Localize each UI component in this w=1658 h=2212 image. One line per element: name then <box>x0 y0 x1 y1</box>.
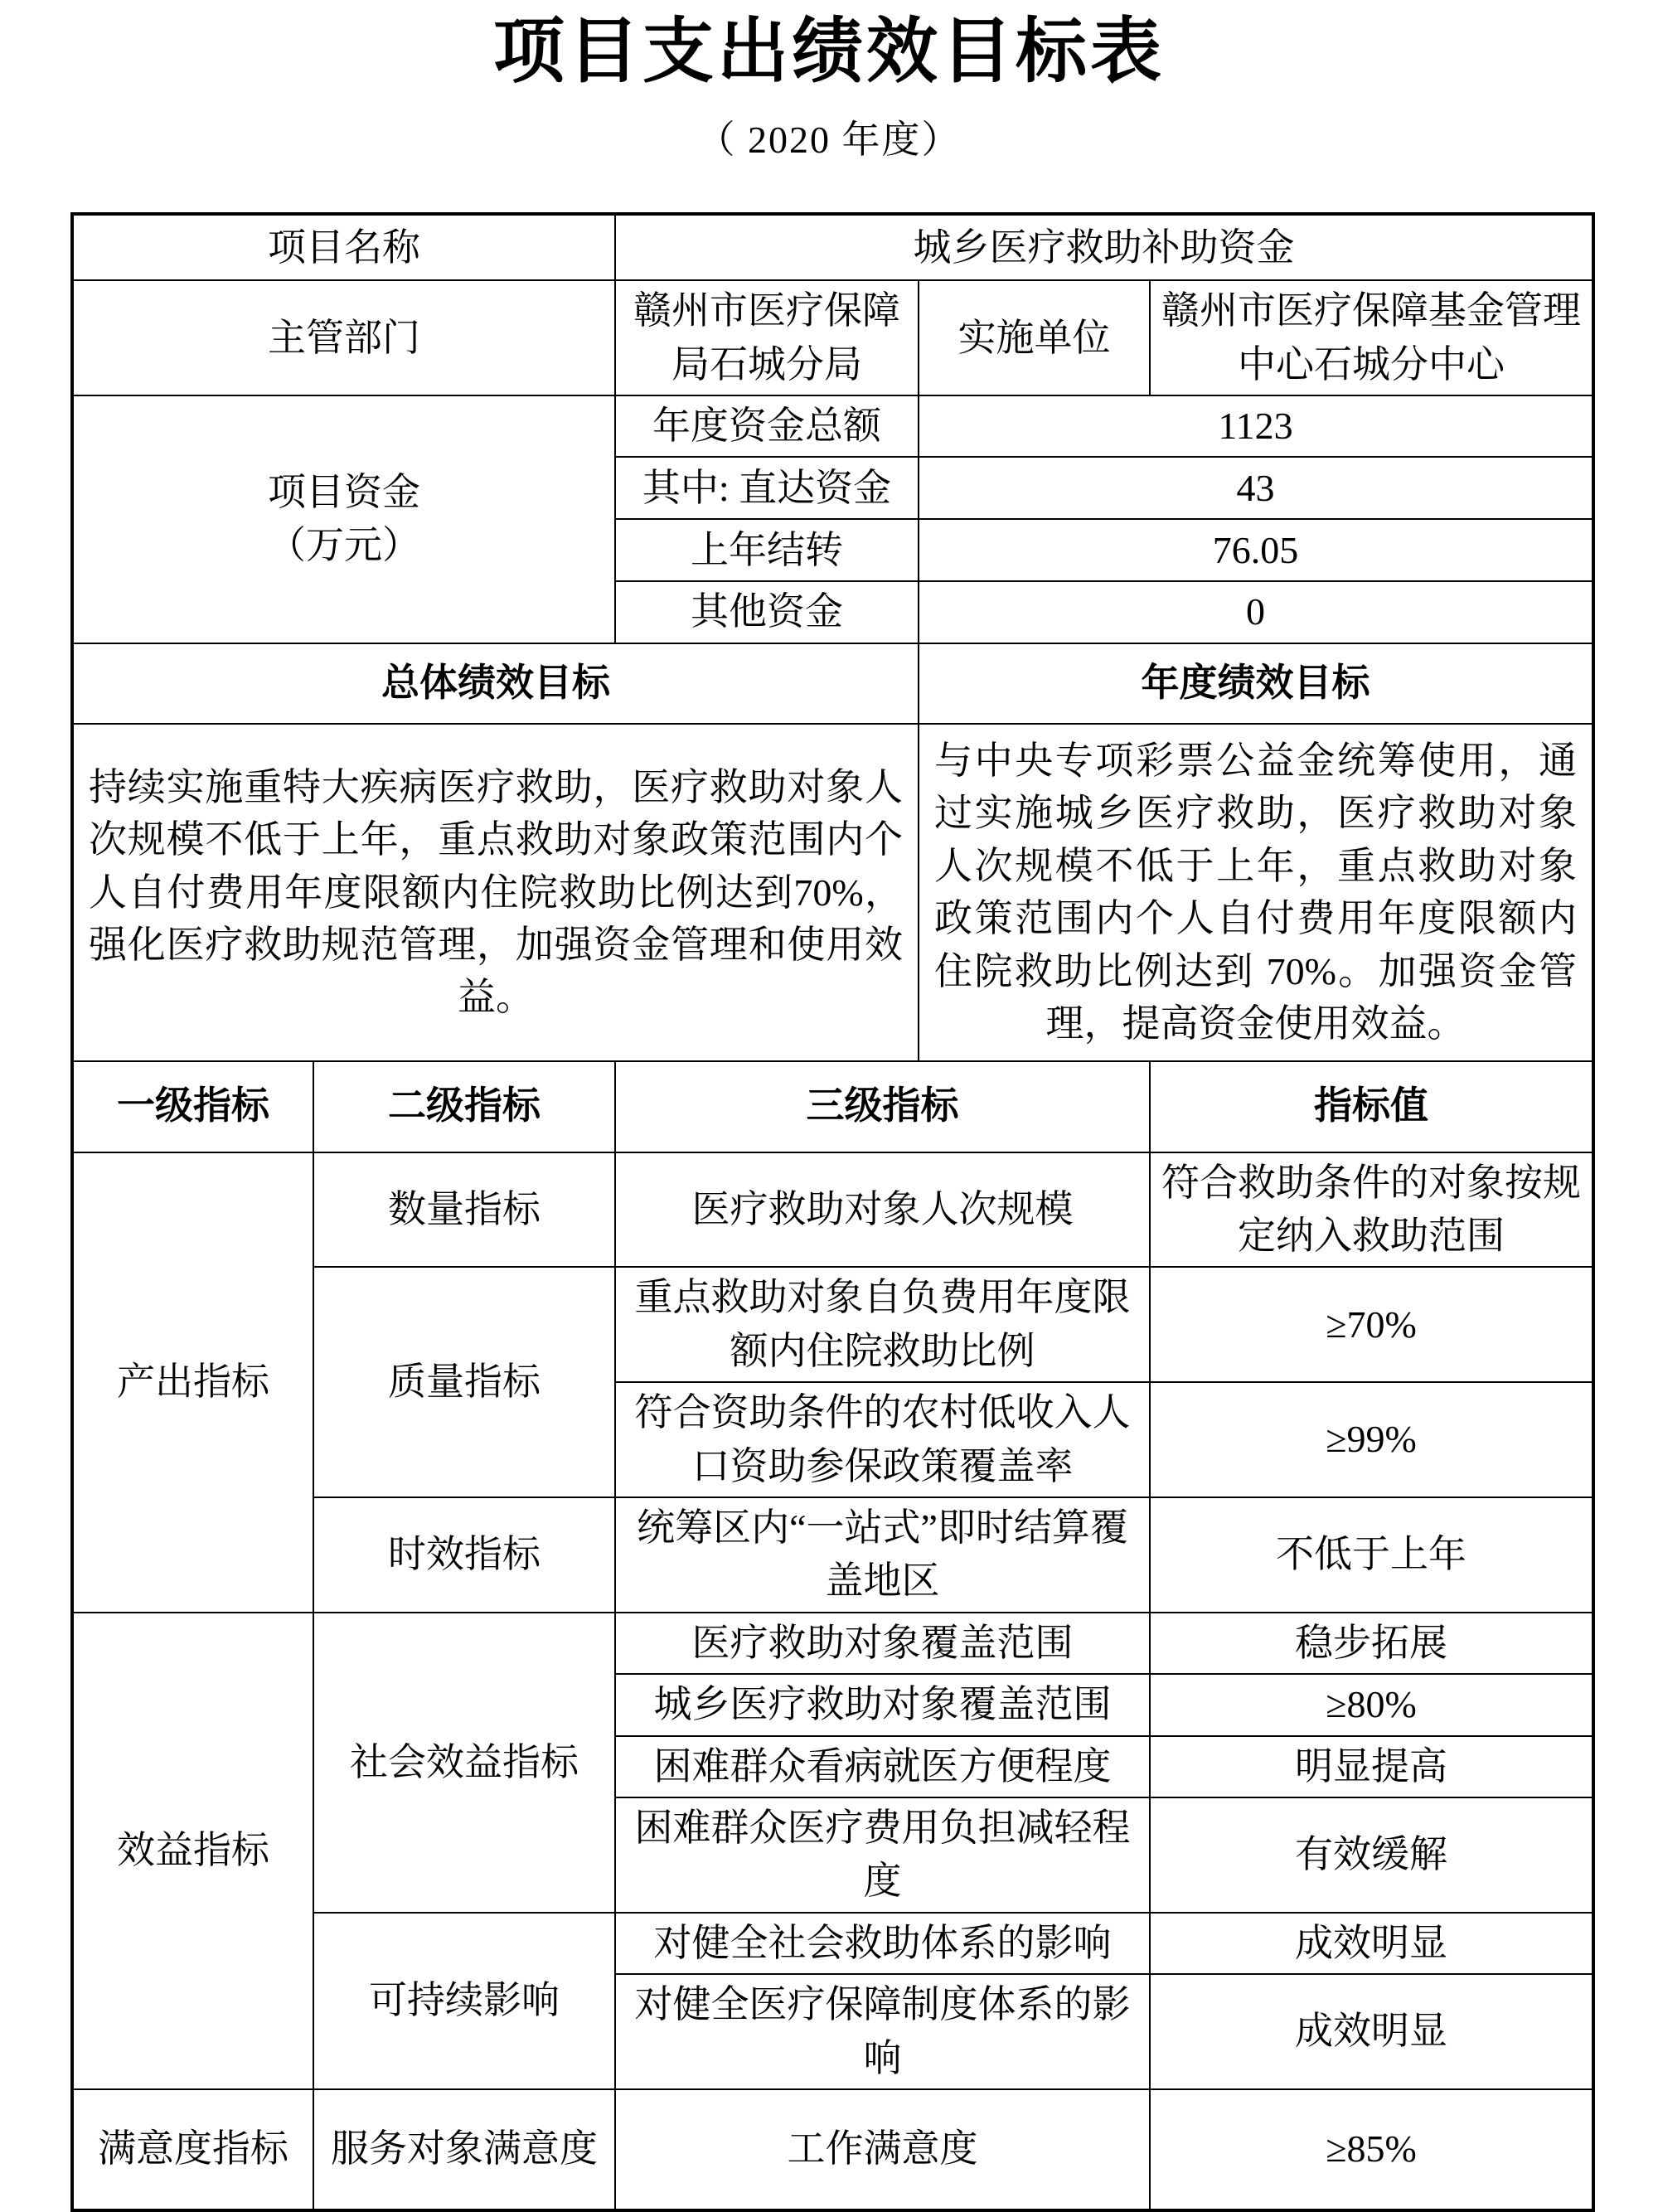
indicator-l2-sustainability: 可持续影响 <box>313 1913 615 2089</box>
indicator-l1-benefit: 效益指标 <box>72 1613 313 2089</box>
indicator-value-cell: ≥99% <box>1150 1382 1593 1497</box>
indicator-l3-cell: 统筹区内“一站式”即时结算覆盖地区 <box>615 1497 1150 1613</box>
competent-dept-label: 主管部门 <box>72 280 615 395</box>
annual-goal-header: 年度绩效目标 <box>919 643 1593 724</box>
indicator-header-level2: 二级指标 <box>313 1061 615 1152</box>
indicator-l3-cell: 工作满意度 <box>615 2089 1150 2210</box>
overall-goal-text: 持续实施重特大疾病医疗救助，医疗救助对象人次规模不低于上年，重点救助对象政策范围内个人自付费用年度限额内住院救助比例达到70%，强化医疗救助规范管理，加强资金管理和使用效益。 <box>72 724 919 1061</box>
indicator-value-cell: 成效明显 <box>1150 1974 1593 2089</box>
funds-direct-value: 43 <box>919 457 1593 519</box>
overall-goal-header: 总体绩效目标 <box>72 643 919 724</box>
project-name-label: 项目名称 <box>72 214 615 280</box>
indicator-l3-cell: 医疗救助对象人次规模 <box>615 1152 1150 1268</box>
indicator-l1-output: 产出指标 <box>72 1152 313 1613</box>
indicator-value-cell: 明显提高 <box>1150 1736 1593 1797</box>
funds-other-label: 其他资金 <box>615 581 919 643</box>
indicator-header-level1: 一级指标 <box>72 1061 313 1152</box>
indicator-value-cell: ≥85% <box>1150 2089 1593 2210</box>
indicator-l1-satisfaction: 满意度指标 <box>72 2089 313 2210</box>
page-subtitle: （ 2020 年度） <box>696 119 962 162</box>
funds-carryover-value: 76.05 <box>919 519 1593 581</box>
indicator-header-value: 指标值 <box>1150 1061 1593 1152</box>
indicator-l3-cell: 医疗救助对象覆盖范围 <box>615 1613 1150 1674</box>
performance-target-table <box>70 212 1595 2212</box>
funds-carryover-label: 上年结转 <box>615 519 919 581</box>
indicator-l2-social-benefit: 社会效益指标 <box>313 1613 615 1913</box>
indicator-l2-timeliness: 时效指标 <box>313 1497 615 1613</box>
project-funds-label <box>72 395 615 643</box>
indicator-l3-cell: 困难群众看病就医方便程度 <box>615 1736 1150 1797</box>
indicator-value-cell: 有效缓解 <box>1150 1797 1593 1913</box>
competent-dept-value: 赣州市医疗保障局石城分局 <box>615 280 919 395</box>
project-funds-label-line2: （万元） <box>268 524 420 567</box>
implementing-unit-value: 赣州市医疗保障基金管理中心石城分中心 <box>1150 280 1593 395</box>
funds-total-label: 年度资金总额 <box>615 395 919 457</box>
indicator-l3-cell: 对健全医疗保障制度体系的影响 <box>615 1974 1150 2089</box>
indicator-header-level3: 三级指标 <box>615 1061 1150 1152</box>
indicator-value-cell: ≥80% <box>1150 1674 1593 1735</box>
indicator-value-cell: 不低于上年 <box>1150 1497 1593 1613</box>
project-funds-label-line1: 项目资金 <box>268 471 420 514</box>
indicator-value-cell: 成效明显 <box>1150 1913 1593 1974</box>
funds-total-value: 1123 <box>919 395 1593 457</box>
indicator-value-cell: 稳步拓展 <box>1150 1613 1593 1674</box>
indicator-value-cell: 符合救助条件的对象按规定纳入救助范围 <box>1150 1152 1593 1268</box>
indicator-l2-quantity: 数量指标 <box>313 1152 615 1268</box>
implementing-unit-label: 实施单位 <box>919 280 1150 395</box>
indicator-l3-cell: 城乡医疗救助对象覆盖范围 <box>615 1674 1150 1735</box>
indicator-l2-quality: 质量指标 <box>313 1267 615 1497</box>
funds-direct-label: 其中: 直达资金 <box>615 457 919 519</box>
indicator-l3-cell: 符合资助条件的农村低收入人口资助参保政策覆盖率 <box>615 1382 1150 1497</box>
annual-goal-text: 与中央专项彩票公益金统筹使用，通过实施城乡医疗救助，医疗救助对象人次规模不低于上年，重点救助对象政策范围内个人自付费用年度限额内住院救助比例达到 70%。加强资金管理，提高资金使用效益。 <box>919 724 1593 1061</box>
page-title: 项目支出绩效目标表 <box>493 12 1165 91</box>
indicator-l3-cell: 困难群众医疗费用负担减轻程度 <box>615 1797 1150 1913</box>
project-name-value: 城乡医疗救助补助资金 <box>615 214 1593 280</box>
indicator-l2-service-satisfaction: 服务对象满意度 <box>313 2089 615 2210</box>
indicator-l3-cell: 对健全社会救助体系的影响 <box>615 1913 1150 1974</box>
indicator-value-cell: ≥70% <box>1150 1267 1593 1382</box>
indicator-l3-cell: 重点救助对象自负费用年度限额内住院救助比例 <box>615 1267 1150 1382</box>
funds-other-value: 0 <box>919 581 1593 643</box>
